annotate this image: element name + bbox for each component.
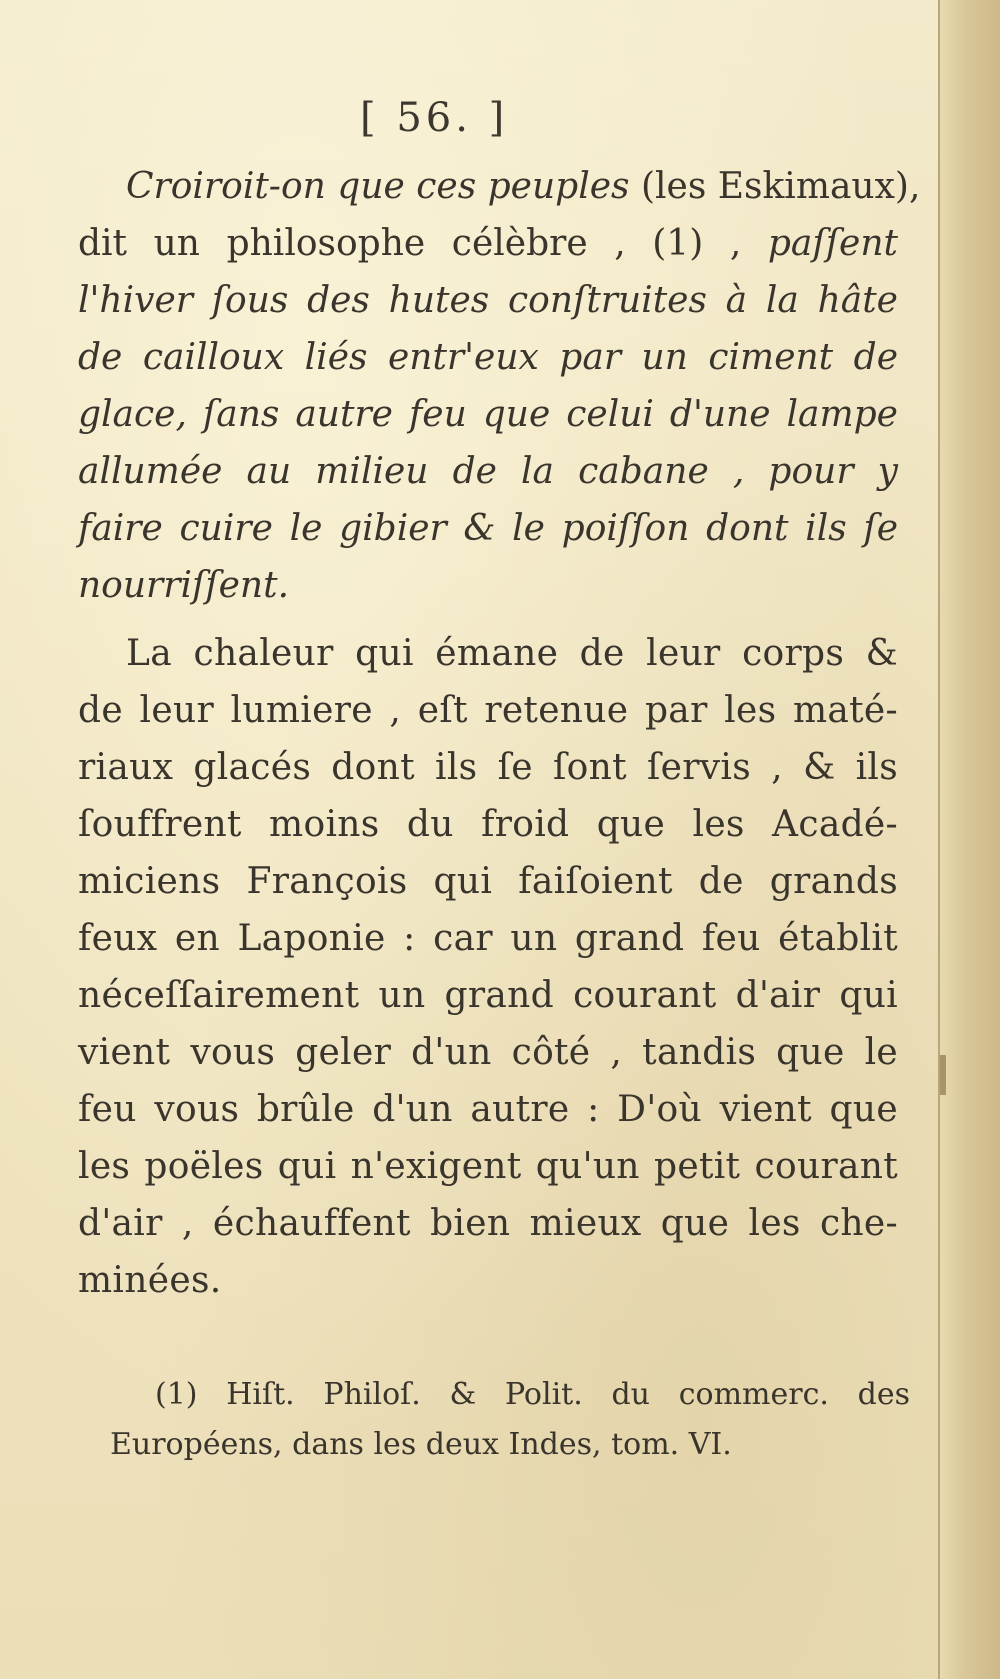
footnote-line: (1) Hiſt. Philoſ. & Polit. du commerc. des xyxy=(155,1377,910,1412)
text-line: riaux glacés dont ils ſe ſont ſervis , & ils xyxy=(78,747,898,788)
text-line: dit un philosophe célèbre , (1) , paſſent xyxy=(78,223,898,264)
text-line: feu vous brûle d'un autre : D'où vient que xyxy=(78,1089,898,1130)
footnote-line: Européens, dans les deux Indes, tom. VI. xyxy=(110,1427,732,1462)
text-line: de cailloux liés entr'eux par un ciment de xyxy=(78,337,898,378)
text-line: les poëles qui n'exigent qu'un petit courant xyxy=(78,1146,898,1187)
text-line: nourriſſent. xyxy=(78,565,290,606)
text-line: vient vous geler d'un côté , tandis que le xyxy=(78,1032,898,1073)
text-line: l'hiver ſous des hutes conſtruites à la hâte xyxy=(78,280,898,321)
text-line: ſouffrent moins du froid que les Acadé- xyxy=(78,804,898,845)
page-number: [ 56. ] xyxy=(360,95,509,141)
text-line: minées. xyxy=(78,1260,222,1301)
text-line: néceſſairement un grand courant d'air qui xyxy=(78,975,898,1016)
text-line: miciens François qui faiſoient de grands xyxy=(78,861,898,902)
text-line: Croiroit-on que ces peuples (les Eskimaux), xyxy=(126,166,921,207)
text-line: feux en Laponie : car un grand feu établit xyxy=(78,918,898,959)
text-line: faire cuire le gibier & le poiſſon dont ils ſe xyxy=(78,508,898,549)
adjacent-leaf-edge xyxy=(938,0,1000,1679)
quote-paragraph xyxy=(78,158,921,614)
text-line: d'air , échauffent bien mieux que les che- xyxy=(78,1203,898,1244)
text-line: allumée au milieu de la cabane , pour y xyxy=(78,451,898,492)
footnote xyxy=(110,1370,910,1470)
text-line: glace, ſans autre feu que celui d'une lampe xyxy=(78,394,898,435)
text-line: La chaleur qui émane de leur corps & xyxy=(126,633,898,674)
main-paragraph xyxy=(78,625,898,1309)
text-line: de leur lumiere , eſt retenue par les maté- xyxy=(78,690,898,731)
leaf-fold-mark xyxy=(940,1055,946,1095)
